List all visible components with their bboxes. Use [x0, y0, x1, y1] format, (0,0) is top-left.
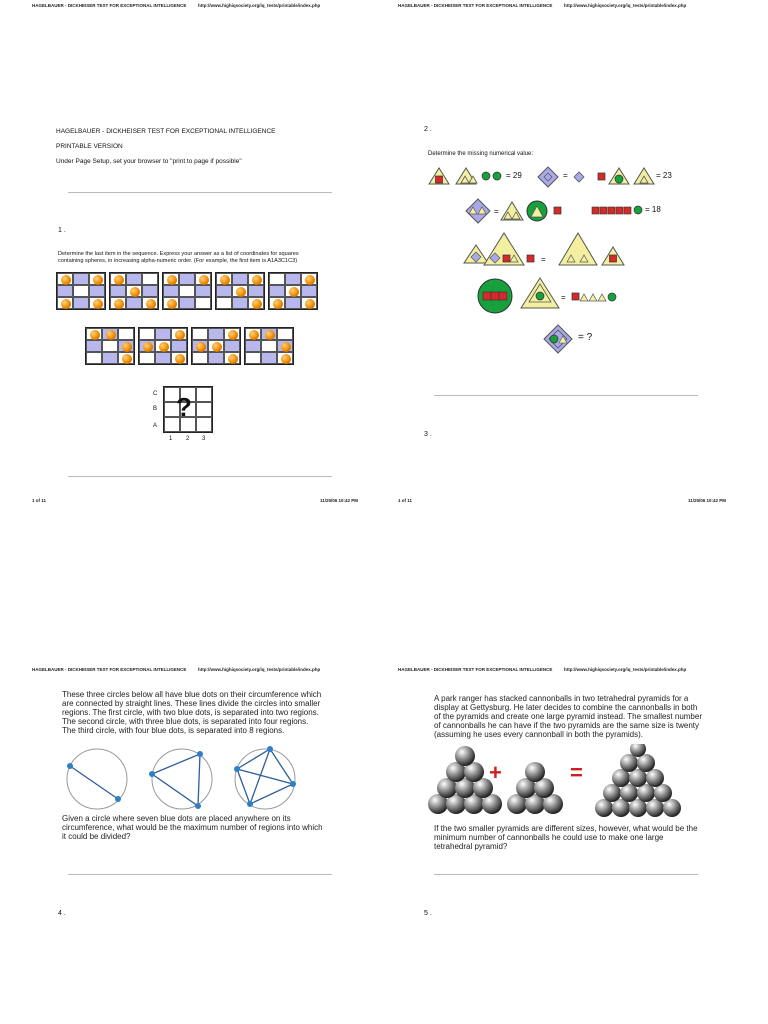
- sequence-row-2: [85, 327, 297, 365]
- sphere: [114, 275, 124, 285]
- sphere: [305, 275, 315, 285]
- header-url[interactable]: http://www.highiqsociety.org/iq_tests/printable/index.php: [564, 3, 687, 8]
- eq2-equals: =: [563, 171, 568, 180]
- sphere: [167, 275, 177, 285]
- blue-dot: [234, 766, 240, 772]
- sequence-tile: [162, 272, 212, 310]
- eq1-result: = 29: [506, 171, 522, 180]
- header-title: HAGELBAUER - DICKHEISER TEST FOR EXCEPTIONAL INTELLIGENCE: [398, 667, 553, 672]
- next-question-number: 4 .: [58, 910, 66, 917]
- row-label: C: [153, 391, 158, 397]
- sphere: [305, 299, 315, 309]
- sphere: [61, 299, 71, 309]
- sphere: [236, 287, 246, 297]
- answer-line: [434, 874, 698, 875]
- sphere: [90, 330, 100, 340]
- sphere: [228, 354, 238, 364]
- sphere: [281, 354, 291, 364]
- page-3: [0, 512, 384, 1024]
- header-url[interactable]: http://www.highiqsociety.org/iq_tests/printable/index.php: [198, 667, 321, 672]
- answer-grid: [153, 385, 223, 445]
- answer-line: [68, 476, 332, 477]
- header-title: HAGELBAUER - DICKHEISER TEST FOR EXCEPTIONAL INTELLIGENCE: [32, 667, 187, 672]
- sequence-tile: [85, 327, 135, 365]
- circle-four-dots: [234, 746, 296, 809]
- sequence-tile: [109, 272, 159, 310]
- sphere: [196, 342, 206, 352]
- footer-page: 1 of 11: [398, 498, 413, 503]
- question-mark: ?: [176, 392, 192, 422]
- page-1: [0, 0, 384, 512]
- blue-dot: [67, 763, 73, 769]
- sphere: [122, 342, 132, 352]
- equation-row-6: [544, 325, 572, 353]
- sphere: [130, 287, 140, 297]
- circle-three-dots: [149, 749, 212, 809]
- sphere: [212, 342, 222, 352]
- cannonball-question: If the two smaller pyramids are different sizes, however, what would be the minimum number of cannonballs he could use to make one large tetrahedral pyramid?: [434, 824, 698, 851]
- eq5-equals: =: [561, 293, 566, 302]
- circle-two-dots: [67, 749, 127, 809]
- sphere: [106, 330, 116, 340]
- sphere: [167, 299, 177, 309]
- circles-figure: [60, 744, 330, 814]
- footer-date: 11/25/06 10:42 PM: [688, 498, 727, 503]
- printable-version-label: PRINTABLE VERSION: [56, 143, 123, 150]
- question-text: Determine the missing numerical value:: [428, 151, 534, 157]
- plus-sign: +: [489, 760, 502, 785]
- divider: [68, 192, 332, 193]
- page-header: [0, 0, 384, 10]
- eq3-result: = 18: [645, 205, 661, 214]
- sphere: [289, 287, 299, 297]
- equation-row-2: [538, 167, 654, 187]
- equation-row-1: [429, 168, 501, 191]
- equals-sign: =: [570, 760, 583, 785]
- blue-dot: [149, 771, 155, 777]
- sphere: [228, 330, 238, 340]
- sequence-tile: [215, 272, 265, 310]
- header-url[interactable]: http://www.highiqsociety.org/iq_tests/printable/index.php: [198, 3, 321, 8]
- sequence-tile: [191, 327, 241, 365]
- blue-dot: [247, 801, 253, 807]
- sequence-tile: [138, 327, 188, 365]
- blue-dot: [197, 751, 203, 757]
- footer-date: 11/25/06 10:42 PM: [320, 498, 359, 503]
- blue-dot: [290, 781, 296, 787]
- equation-row-3: [466, 199, 642, 223]
- sphere: [249, 330, 259, 340]
- page-setup-instruction: Under Page Setup, set your browser to "print to page if possible": [56, 158, 242, 165]
- sphere: [61, 275, 71, 285]
- symbol-equations: [384, 0, 768, 380]
- sequence-tile: [268, 272, 318, 310]
- sphere: [159, 342, 169, 352]
- blue-dot: [267, 746, 273, 752]
- col-label: 1: [169, 436, 173, 442]
- header-title: HAGELBAUER - DICKHEISER TEST FOR EXCEPTIONAL INTELLIGENCE: [32, 3, 187, 8]
- row-label: B: [153, 406, 158, 412]
- header-title: HAGELBAUER - DICKHEISER TEST FOR EXCEPTIONAL INTELLIGENCE: [398, 3, 553, 8]
- sphere: [220, 275, 230, 285]
- eq3-equals: =: [494, 207, 499, 216]
- page-4: [384, 512, 768, 1024]
- answer-line: [434, 395, 698, 396]
- sphere: [93, 275, 103, 285]
- eq2-result: = 23: [656, 171, 672, 180]
- sphere: [122, 354, 132, 364]
- sphere: [146, 299, 156, 309]
- col-label: 2: [186, 436, 190, 442]
- page-2: [384, 0, 768, 512]
- sphere: [252, 299, 262, 309]
- sequence-tile: [56, 272, 106, 310]
- footer-page: 1 of 11: [32, 498, 47, 503]
- cannonball-pyramids-figure: [424, 744, 694, 824]
- eq6-unknown: = ?: [578, 332, 593, 343]
- equation-row-5: [478, 278, 616, 313]
- sphere: [175, 354, 185, 364]
- question-number: 2 .: [424, 126, 432, 133]
- large-pyramid: [595, 744, 681, 817]
- sphere: [281, 342, 291, 352]
- circles-question: Given a circle where seven blue dots are placed anywhere on its circumference, what would be the maximum number of regions into which it could be divided?: [62, 814, 323, 841]
- sequence-tile: [244, 327, 294, 365]
- sphere: [114, 299, 124, 309]
- next-question-number: 3 .: [424, 431, 432, 438]
- test-title: HAGELBAUER - DICKHEISER TEST FOR EXCEPTIONAL INTELLIGENCE: [56, 128, 276, 135]
- circles-intro: These three circles below all have blue dots on their circumference which are connected by straight lines. These lines divide the circles into smaller regions. The first circle, with two blue dots, is separated into two regions. The second circle, with three blue dots, is separated into four regions. The third circle, with four blue dots, is separated into 8 regions.: [62, 690, 322, 735]
- sphere: [175, 330, 185, 340]
- col-label: 3: [202, 436, 206, 442]
- blue-dot: [115, 796, 121, 802]
- next-question-number: 5 .: [424, 910, 432, 917]
- blue-dot: [195, 803, 201, 809]
- page-header: [0, 664, 384, 674]
- question-number: 1 .: [58, 227, 66, 234]
- page-header: [384, 664, 768, 674]
- sphere: [93, 299, 103, 309]
- row-label: A: [153, 423, 158, 429]
- header-url[interactable]: http://www.highiqsociety.org/iq_tests/printable/index.php: [564, 667, 687, 672]
- question-text: Determine the last item in the sequence. Express your answer as a list of coordinates for squares containing spheres, in increasing alpha-numeric order. (For example, the first item is A1A3C1C3): [58, 251, 299, 264]
- sphere: [252, 275, 262, 285]
- cannonball-intro: A park ranger has stacked cannonballs in two tetrahedral pyramids for a display at Gettysburg. He later decides to combine the cannonballs in both of the pyramids and create one large pyramid instead. The smallest number of cannonballs he can have if the two pyramids are the same size is twenty (assuming he uses every cannonball in both the pyramids).: [434, 694, 702, 739]
- eq4-equals: =: [541, 255, 546, 264]
- sphere: [143, 342, 153, 352]
- small-pyramid-middle: [507, 762, 563, 814]
- sequence-row-1: [56, 272, 321, 310]
- sphere: [199, 275, 209, 285]
- answer-line: [68, 874, 332, 875]
- sphere: [265, 330, 275, 340]
- sphere: [273, 299, 283, 309]
